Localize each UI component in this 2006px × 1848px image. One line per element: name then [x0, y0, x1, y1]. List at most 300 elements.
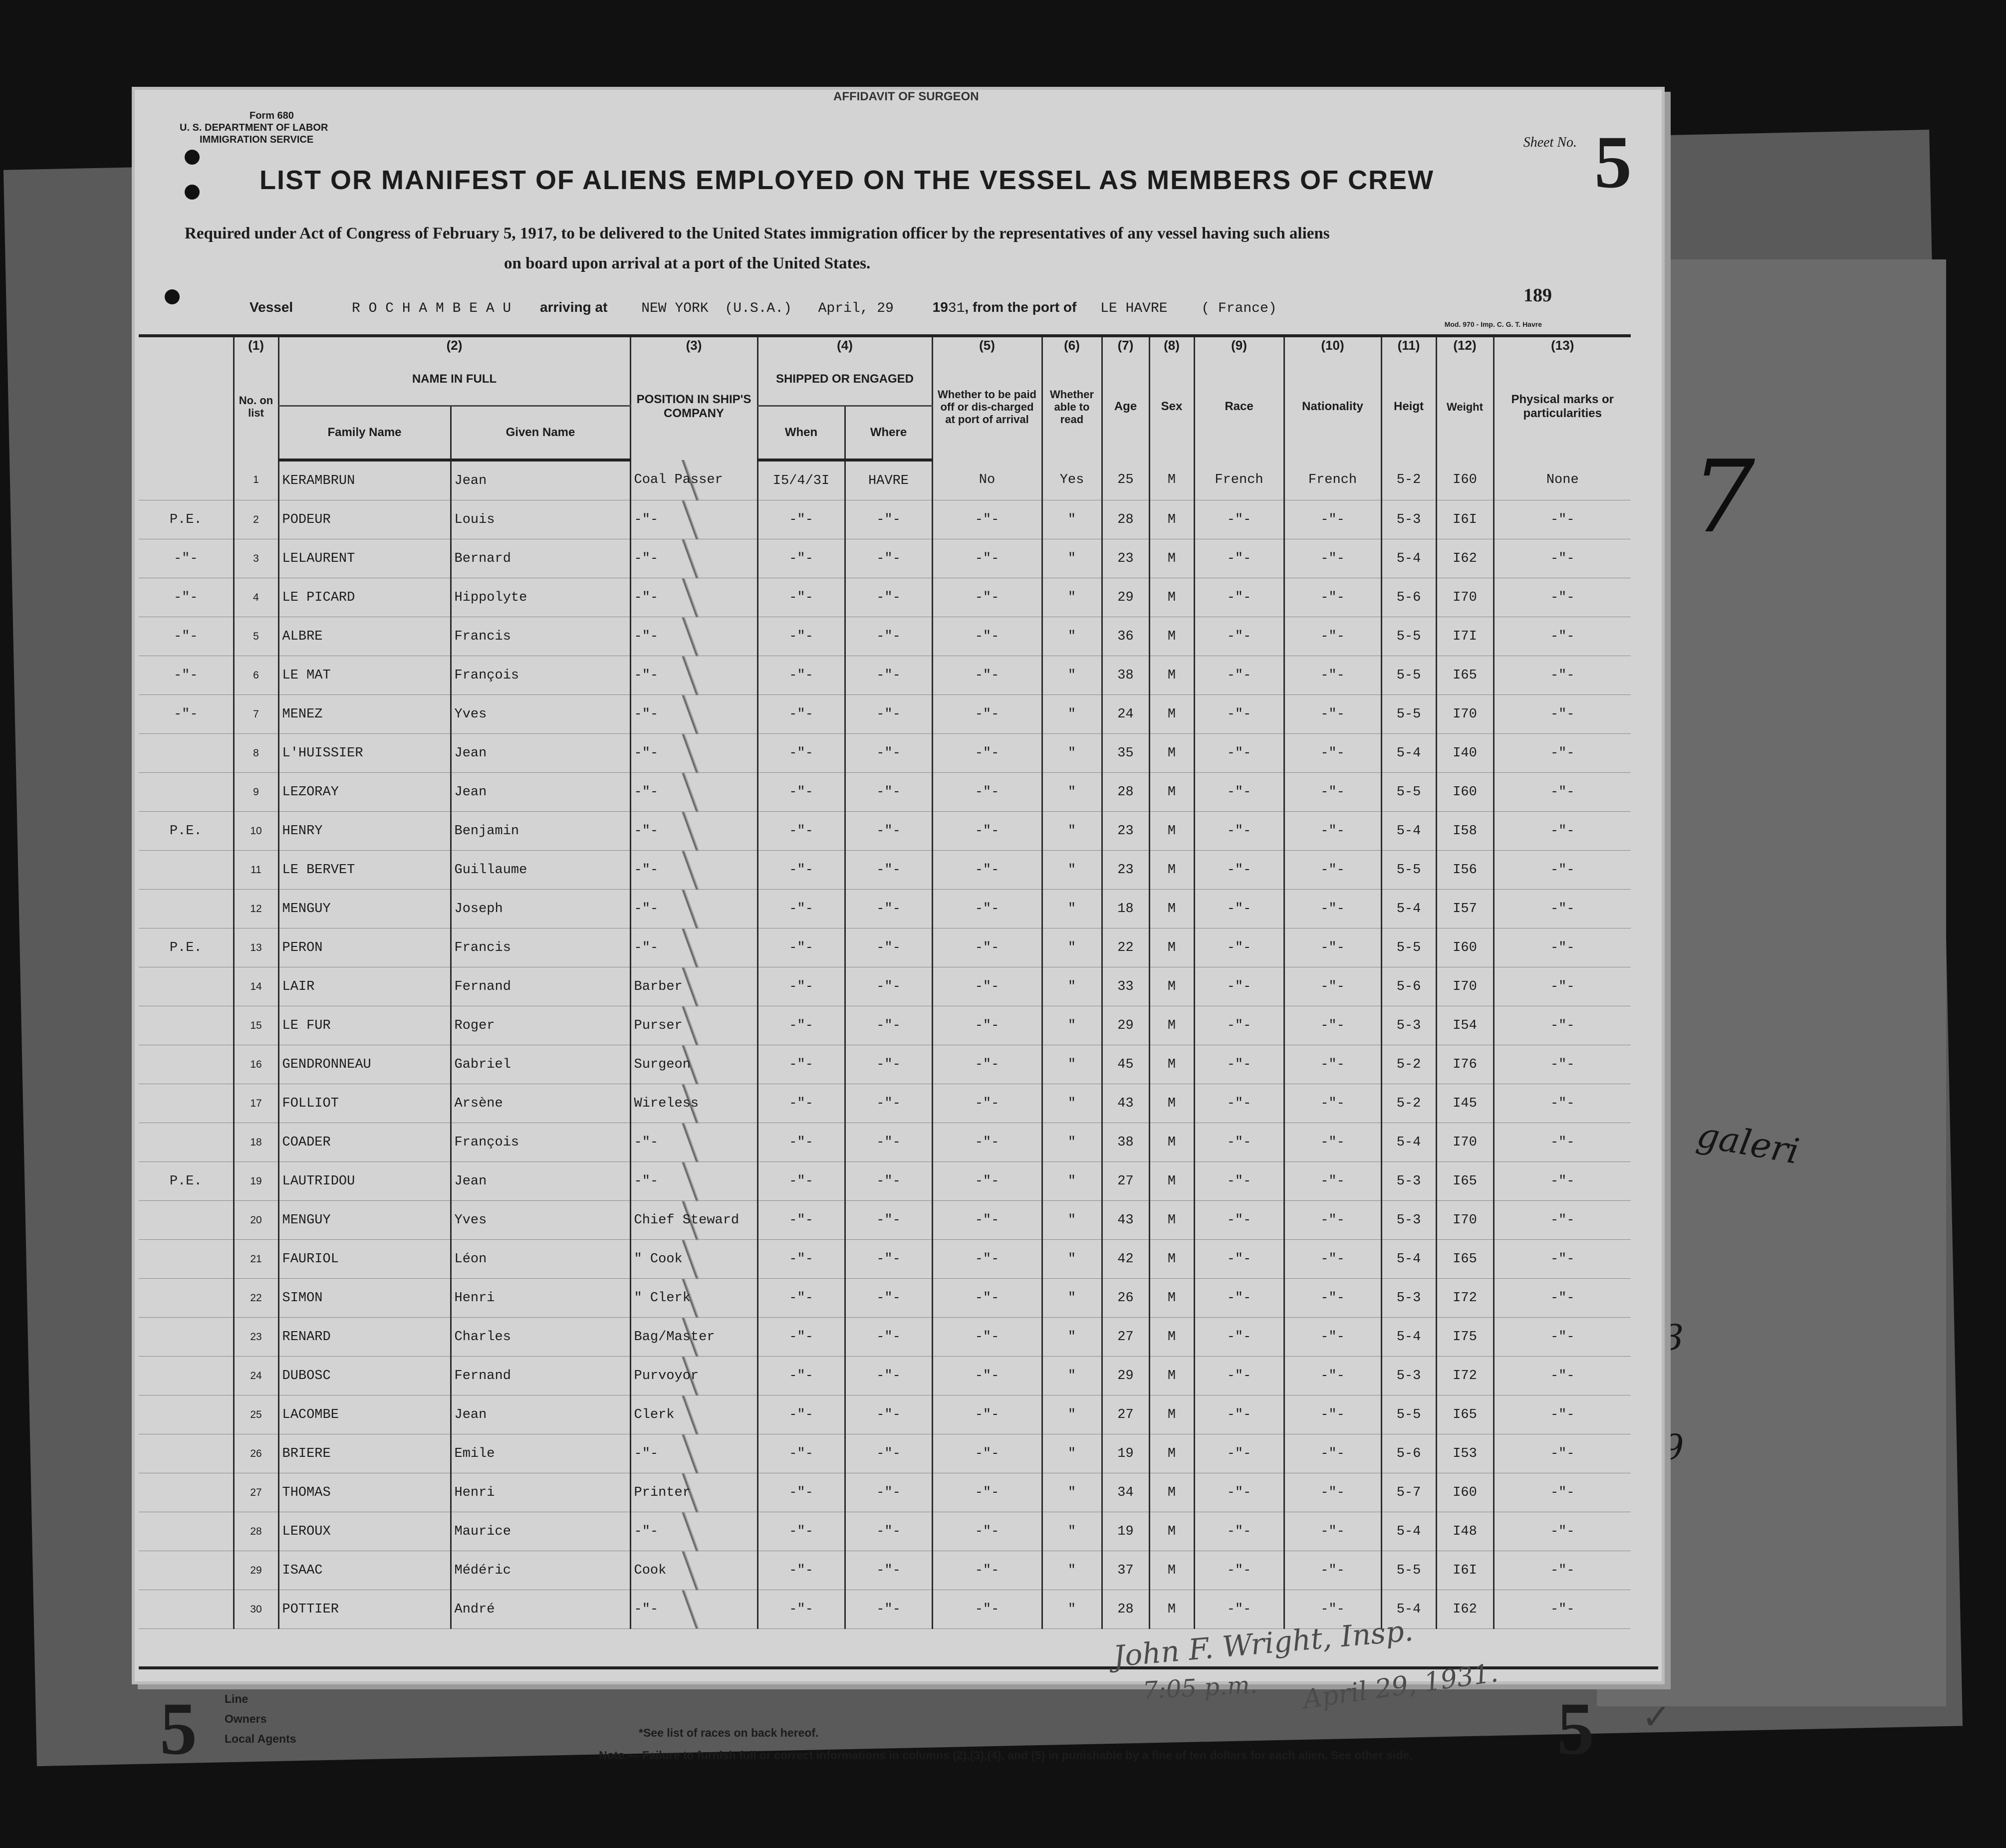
row-number-cell: 27: [234, 1473, 278, 1512]
given-name-cell: Roger: [451, 1006, 630, 1045]
paid-off-cell: -"-: [932, 1201, 1042, 1240]
shipped-where-cell: -"-: [845, 578, 932, 617]
given-name-cell: Hippolyte: [451, 578, 630, 617]
requirement-line-1: Required under Act of Congress of February 5, 1917, to be delivered to the United States immigration officer by the representatives of any vessel having such aliens: [185, 225, 1330, 242]
race-cell: -"-: [1194, 1590, 1284, 1629]
age-cell: 43: [1102, 1084, 1149, 1123]
margin-mark-cell: [139, 460, 234, 500]
table-row: [139, 578, 1631, 617]
able-to-read-cell: ": [1042, 1201, 1102, 1240]
sex-cell: M: [1149, 851, 1194, 890]
position-cell: -"-: [630, 812, 757, 851]
margin-mark-cell: [139, 1318, 234, 1357]
sex-cell: M: [1149, 1395, 1194, 1434]
table-row: [139, 1162, 1631, 1201]
position-cell: Purser: [630, 1006, 757, 1045]
nationality-cell: -"-: [1284, 1551, 1381, 1590]
height-cell: 5-6: [1381, 1434, 1436, 1473]
race-cell: -"-: [1194, 1123, 1284, 1162]
age-cell: 36: [1102, 617, 1149, 656]
table-row: [139, 812, 1631, 851]
footer-sheet-number-right: 5: [1557, 1687, 1594, 1770]
physical-marks-cell: -"-: [1494, 1084, 1631, 1123]
family-name-cell: LE FUR: [278, 1006, 451, 1045]
shipped-when-cell: -"-: [757, 1357, 845, 1395]
col-num-10: (10): [1284, 336, 1381, 353]
family-name-cell: LE PICARD: [278, 578, 451, 617]
arrival-date: April, 29: [818, 301, 894, 316]
sex-cell: M: [1149, 1240, 1194, 1279]
position-cell: -"-: [630, 773, 757, 812]
able-to-read-cell: ": [1042, 734, 1102, 773]
sex-cell: M: [1149, 890, 1194, 928]
margin-mark-cell: -"-: [139, 695, 234, 734]
height-cell: 5-3: [1381, 1201, 1436, 1240]
table-row: [139, 890, 1631, 928]
shipped-when-cell: -"-: [757, 1434, 845, 1473]
height-cell: 5-5: [1381, 1395, 1436, 1434]
weight-cell: I76: [1436, 1045, 1494, 1084]
family-name-cell: SIMON: [278, 1279, 451, 1318]
physical-marks-header: Physical marks or particularities: [1494, 353, 1631, 460]
nationality-cell: -"-: [1284, 1084, 1381, 1123]
nationality-cell: -"-: [1284, 967, 1381, 1006]
shipped-where-cell: -"-: [845, 1590, 932, 1629]
given-name-cell: Jean: [451, 1162, 630, 1201]
age-cell: 29: [1102, 1006, 1149, 1045]
able-to-read-cell: Yes: [1042, 460, 1102, 500]
penalty-note: Note.— Failure to furnish full or correct informations in columns (2),(3),(4), and (5) in punishable by a fine of ten dollars for each alien. See other side.: [599, 1749, 1413, 1762]
shipped-where-cell: -"-: [845, 1240, 932, 1279]
sex-cell: M: [1149, 812, 1194, 851]
race-cell: -"-: [1194, 1434, 1284, 1473]
given-name-cell: Louis: [451, 500, 630, 539]
shipped-where-cell: -"-: [845, 1162, 932, 1201]
position-cell: Clerk: [630, 1395, 757, 1434]
physical-marks-cell: -"-: [1494, 500, 1631, 539]
position-cell: -"-: [630, 695, 757, 734]
shipped-where-cell: -"-: [845, 656, 932, 695]
age-cell: 37: [1102, 1551, 1149, 1590]
nationality-cell: -"-: [1284, 1279, 1381, 1318]
vessel-line: [250, 299, 1277, 316]
manifest-page: [135, 90, 1671, 1770]
position-cell: Printer: [630, 1473, 757, 1512]
shipped-where-cell: -"-: [845, 1279, 932, 1318]
height-cell: 5-2: [1381, 460, 1436, 500]
paid-off-cell: -"-: [932, 1357, 1042, 1395]
table-row: [139, 1473, 1631, 1512]
weight-cell: I6I: [1436, 1551, 1494, 1590]
age-cell: 28: [1102, 1590, 1149, 1629]
punch-hole: [165, 289, 180, 304]
page-title: LIST OR MANIFEST OF ALIENS EMPLOYED ON THE VESSEL AS MEMBERS OF CREW: [259, 165, 1435, 195]
paid-off-cell: No: [932, 460, 1042, 500]
physical-marks-cell: -"-: [1494, 967, 1631, 1006]
able-to-read-cell: ": [1042, 773, 1102, 812]
given-name-cell: Jean: [451, 773, 630, 812]
row-number-cell: 23: [234, 1318, 278, 1357]
margin-mark-cell: [139, 1434, 234, 1473]
shipped-where-cell: -"-: [845, 734, 932, 773]
position-cell: Purvoyor: [630, 1357, 757, 1395]
position-cell: Bag/Master: [630, 1318, 757, 1357]
paid-off-cell: -"-: [932, 1512, 1042, 1551]
arrival-country: (U.S.A.): [725, 301, 792, 316]
paid-off-cell: -"-: [932, 1279, 1042, 1318]
shipped-where-cell: -"-: [845, 1006, 932, 1045]
margin-mark-cell: P.E.: [139, 928, 234, 967]
age-cell: 42: [1102, 1240, 1149, 1279]
physical-marks-cell: -"-: [1494, 1590, 1631, 1629]
weight-cell: I65: [1436, 656, 1494, 695]
margin-mark-cell: [139, 851, 234, 890]
given-name-cell: Arsène: [451, 1084, 630, 1123]
col-num-1: (1): [234, 336, 278, 353]
row-number-cell: 5: [234, 617, 278, 656]
paid-off-cell: -"-: [932, 1395, 1042, 1434]
physical-marks-cell: -"-: [1494, 1123, 1631, 1162]
margin-mark-cell: [139, 773, 234, 812]
shipped-when-cell: -"-: [757, 773, 845, 812]
race-cell: French: [1194, 460, 1284, 500]
position-cell: -"-: [630, 851, 757, 890]
row-number-cell: 18: [234, 1123, 278, 1162]
sex-cell: M: [1149, 1006, 1194, 1045]
races-footnote: *See list of races on back hereof.: [639, 1726, 819, 1739]
row-number-cell: 10: [234, 812, 278, 851]
shipped-where-cell: -"-: [845, 1434, 932, 1473]
year-prefix: 19: [932, 299, 948, 315]
weight-cell: I65: [1436, 1395, 1494, 1434]
physical-marks-cell: -"-: [1494, 1512, 1631, 1551]
height-cell: 5-5: [1381, 695, 1436, 734]
shipped-where-cell: -"-: [845, 1123, 932, 1162]
given-name-cell: Léon: [451, 1240, 630, 1279]
shipped-where-cell: -"-: [845, 928, 932, 967]
footer-sheet-number-left: 5: [160, 1687, 197, 1770]
margin-mark-cell: [139, 1357, 234, 1395]
row-number-cell: 12: [234, 890, 278, 928]
height-cell: 5-5: [1381, 656, 1436, 695]
margin-mark-cell: [139, 1512, 234, 1551]
table-row: [139, 695, 1631, 734]
race-cell: -"-: [1194, 812, 1284, 851]
age-cell: 28: [1102, 773, 1149, 812]
margin-mark-cell: [139, 1473, 234, 1512]
shipped-where-cell: -"-: [845, 500, 932, 539]
sex-cell: M: [1149, 1162, 1194, 1201]
margin-mark-cell: [139, 1006, 234, 1045]
race-cell: -"-: [1194, 539, 1284, 578]
margin-mark-cell: [139, 1395, 234, 1434]
position-cell: -"-: [630, 734, 757, 773]
able-to-read-cell: ": [1042, 656, 1102, 695]
row-number-cell: 14: [234, 967, 278, 1006]
race-cell: -"-: [1194, 1240, 1284, 1279]
year-suffix: 31: [948, 301, 965, 316]
row-number-cell: 29: [234, 1551, 278, 1590]
position-cell: -"-: [630, 578, 757, 617]
given-name-cell: Jean: [451, 1395, 630, 1434]
position-cell: -"-: [630, 539, 757, 578]
nationality-cell: -"-: [1284, 1434, 1381, 1473]
shipped-when-cell: -"-: [757, 1240, 845, 1279]
paid-off-cell: -"-: [932, 773, 1042, 812]
physical-marks-cell: -"-: [1494, 890, 1631, 928]
shipped-where-cell: -"-: [845, 539, 932, 578]
race-cell: -"-: [1194, 1551, 1284, 1590]
margin-mark-7: 7: [1692, 439, 1755, 555]
margin-mark-cell: [139, 1084, 234, 1123]
row-number-cell: 21: [234, 1240, 278, 1279]
family-name-cell: LELAURENT: [278, 539, 451, 578]
race-cell: -"-: [1194, 617, 1284, 656]
family-name-cell: PERON: [278, 928, 451, 967]
family-name-cell: RENARD: [278, 1318, 451, 1357]
race-cell: -"-: [1194, 1201, 1284, 1240]
col-num-3: (3): [630, 336, 757, 353]
race-cell: -"-: [1194, 1006, 1284, 1045]
family-name-cell: FAURIOL: [278, 1240, 451, 1279]
shipped-when-cell: -"-: [757, 500, 845, 539]
able-to-read-cell: ": [1042, 1395, 1102, 1434]
vessel-label: Vessel: [250, 299, 293, 315]
weight-cell: I54: [1436, 1006, 1494, 1045]
col-num-7: (7): [1102, 336, 1149, 353]
able-to-read-cell: ": [1042, 851, 1102, 890]
paid-off-cell: -"-: [932, 734, 1042, 773]
family-name-cell: ALBRE: [278, 617, 451, 656]
physical-marks-cell: -"-: [1494, 734, 1631, 773]
able-to-read-cell: ": [1042, 1590, 1102, 1629]
able-to-read-cell: ": [1042, 1162, 1102, 1201]
age-cell: 26: [1102, 1279, 1149, 1318]
row-number-cell: 4: [234, 578, 278, 617]
family-name-cell: KERAMBRUN: [278, 460, 451, 500]
family-name-cell: FOLLIOT: [278, 1084, 451, 1123]
race-cell: -"-: [1194, 890, 1284, 928]
table-row: [139, 1395, 1631, 1434]
able-to-read-cell: ": [1042, 1318, 1102, 1357]
paid-off-cell: -"-: [932, 1240, 1042, 1279]
physical-marks-cell: -"-: [1494, 1006, 1631, 1045]
able-to-read-cell: ": [1042, 578, 1102, 617]
position-cell: Barber: [630, 967, 757, 1006]
row-number-cell: 6: [234, 656, 278, 695]
sex-cell: M: [1149, 967, 1194, 1006]
shipped-where-cell: -"-: [845, 1084, 932, 1123]
shipped-when-cell: -"-: [757, 1279, 845, 1318]
vessel-name: R O C H A M B E A U: [351, 301, 511, 316]
nationality-cell: -"-: [1284, 539, 1381, 578]
row-number-cell: 11: [234, 851, 278, 890]
physical-marks-cell: -"-: [1494, 695, 1631, 734]
age-cell: 33: [1102, 967, 1149, 1006]
able-to-read-cell: ": [1042, 1357, 1102, 1395]
shipped-when-cell: I5/4/3I: [757, 460, 845, 500]
age-cell: 23: [1102, 812, 1149, 851]
family-name-cell: LACOMBE: [278, 1395, 451, 1434]
margin-mark-cell: [139, 1045, 234, 1084]
position-cell: -"-: [630, 928, 757, 967]
able-to-read-cell: ": [1042, 1434, 1102, 1473]
row-number-cell: 16: [234, 1045, 278, 1084]
row-number-cell: 9: [234, 773, 278, 812]
given-name-cell: Yves: [451, 1201, 630, 1240]
physical-marks-cell: -"-: [1494, 656, 1631, 695]
physical-marks-cell: -"-: [1494, 773, 1631, 812]
row-number-cell: 8: [234, 734, 278, 773]
given-name-cell: Guillaume: [451, 851, 630, 890]
able-to-read-cell: ": [1042, 539, 1102, 578]
age-cell: 22: [1102, 928, 1149, 967]
paid-off-cell: -"-: [932, 1162, 1042, 1201]
paid-off-cell: -"-: [932, 617, 1042, 656]
able-to-read-cell: ": [1042, 1240, 1102, 1279]
paid-off-cell: -"-: [932, 967, 1042, 1006]
physical-marks-cell: -"-: [1494, 1551, 1631, 1590]
nationality-cell: -"-: [1284, 695, 1381, 734]
when-header: When: [757, 406, 845, 461]
shipped-where-cell: HAVRE: [845, 460, 932, 500]
paid-off-cell: -"-: [932, 1084, 1042, 1123]
able-to-read-cell: ": [1042, 967, 1102, 1006]
shipped-when-cell: -"-: [757, 1551, 845, 1590]
crew-manifest-table: [139, 334, 1631, 1629]
shipped-where-cell: -"-: [845, 1551, 932, 1590]
race-cell: -"-: [1194, 928, 1284, 967]
race-cell: -"-: [1194, 734, 1284, 773]
given-name-cell: Charles: [451, 1318, 630, 1357]
table-row: [139, 1123, 1631, 1162]
sex-cell: M: [1149, 1551, 1194, 1590]
paid-off-cell: -"-: [932, 656, 1042, 695]
weight-cell: I48: [1436, 1512, 1494, 1551]
given-name-cell: Gabriel: [451, 1045, 630, 1084]
age-cell: 35: [1102, 734, 1149, 773]
weight-cell: I60: [1436, 928, 1494, 967]
race-cell: -"-: [1194, 1084, 1284, 1123]
page-serial-number: 189: [1523, 285, 1552, 306]
given-name-cell: Maurice: [451, 1512, 630, 1551]
physical-marks-cell: -"-: [1494, 578, 1631, 617]
given-name-header: Given Name: [451, 406, 630, 461]
service: IMMIGRATION SERVICE: [200, 134, 314, 145]
family-name-cell: LEROUX: [278, 1512, 451, 1551]
given-name-cell: Médéric: [451, 1551, 630, 1590]
physical-marks-cell: -"-: [1494, 851, 1631, 890]
table-row: [139, 500, 1631, 539]
name-in-full-header: NAME IN FULL: [278, 353, 630, 406]
position-cell: -"-: [630, 890, 757, 928]
shipped-when-cell: -"-: [757, 1201, 845, 1240]
able-to-read-cell: ": [1042, 617, 1102, 656]
race-header: Race: [1194, 353, 1284, 460]
row-number-cell: 17: [234, 1084, 278, 1123]
where-header: Where: [845, 406, 932, 461]
col-num-11: (11): [1381, 336, 1436, 353]
col-num-12: (12): [1436, 336, 1494, 353]
age-cell: 19: [1102, 1512, 1149, 1551]
sheet-no-label: Sheet No.: [1523, 135, 1577, 150]
no-on-list-header: No. on list: [234, 353, 278, 460]
family-name-cell: COADER: [278, 1123, 451, 1162]
given-name-cell: Henri: [451, 1473, 630, 1512]
line-label: Line: [225, 1692, 249, 1705]
shipped-when-cell: -"-: [757, 1006, 845, 1045]
crew-rows: [139, 460, 1631, 1629]
col-num-2: (2): [278, 336, 630, 353]
margin-mark-cell: [139, 1123, 234, 1162]
nationality-cell: -"-: [1284, 578, 1381, 617]
position-cell: " Cook: [630, 1240, 757, 1279]
weight-cell: I70: [1436, 1123, 1494, 1162]
race-cell: -"-: [1194, 1318, 1284, 1357]
nationality-cell: -"-: [1284, 1318, 1381, 1357]
table-row: [139, 1006, 1631, 1045]
sex-cell: M: [1149, 734, 1194, 773]
height-cell: 5-5: [1381, 928, 1436, 967]
sex-cell: M: [1149, 695, 1194, 734]
punch-hole: [185, 150, 200, 165]
weight-cell: I72: [1436, 1357, 1494, 1395]
margin-mark-cell: P.E.: [139, 812, 234, 851]
able-to-read-cell: ": [1042, 500, 1102, 539]
paid-off-cell: -"-: [932, 1434, 1042, 1473]
race-cell: -"-: [1194, 1279, 1284, 1318]
height-cell: 5-3: [1381, 1357, 1436, 1395]
signature-date: April 29, 1931.: [1301, 1657, 1500, 1715]
sex-cell: M: [1149, 1318, 1194, 1357]
shipped-when-cell: -"-: [757, 1084, 845, 1123]
physical-marks-cell: -"-: [1494, 928, 1631, 967]
shipped-when-cell: -"-: [757, 812, 845, 851]
table-row: [139, 773, 1631, 812]
table-row: [139, 1201, 1631, 1240]
height-cell: 5-4: [1381, 1123, 1436, 1162]
paid-off-cell: -"-: [932, 1006, 1042, 1045]
given-name-cell: Francis: [451, 617, 630, 656]
position-cell: Coal Passer: [630, 460, 757, 500]
shipped-when-cell: -"-: [757, 1123, 845, 1162]
sex-cell: M: [1149, 656, 1194, 695]
age-cell: 38: [1102, 656, 1149, 695]
given-name-cell: Jean: [451, 734, 630, 773]
shipped-when-cell: -"-: [757, 1318, 845, 1357]
inspector-signature: John F. Wright, Insp.: [1112, 1613, 1415, 1674]
height-cell: 5-3: [1381, 1162, 1436, 1201]
shipped-where-cell: -"-: [845, 773, 932, 812]
race-cell: -"-: [1194, 1512, 1284, 1551]
shipped-header: SHIPPED OR ENGAGED: [757, 353, 932, 406]
local-agents-label: Local Agents: [225, 1732, 296, 1745]
margin-mark-cell: [139, 1590, 234, 1629]
height-cell: 5-3: [1381, 1006, 1436, 1045]
paid-off-cell: -"-: [932, 812, 1042, 851]
position-cell: Cook: [630, 1551, 757, 1590]
paid-off-cell: -"-: [932, 1123, 1042, 1162]
margin-handwriting-9: 9: [1662, 1427, 1684, 1468]
sex-cell: M: [1149, 1279, 1194, 1318]
age-header: Age: [1102, 353, 1149, 460]
sex-cell: M: [1149, 928, 1194, 967]
position-cell: -"-: [630, 500, 757, 539]
shipped-where-cell: -"-: [845, 967, 932, 1006]
row-number-cell: 7: [234, 695, 278, 734]
age-cell: 43: [1102, 1201, 1149, 1240]
physical-marks-cell: None: [1494, 460, 1631, 500]
